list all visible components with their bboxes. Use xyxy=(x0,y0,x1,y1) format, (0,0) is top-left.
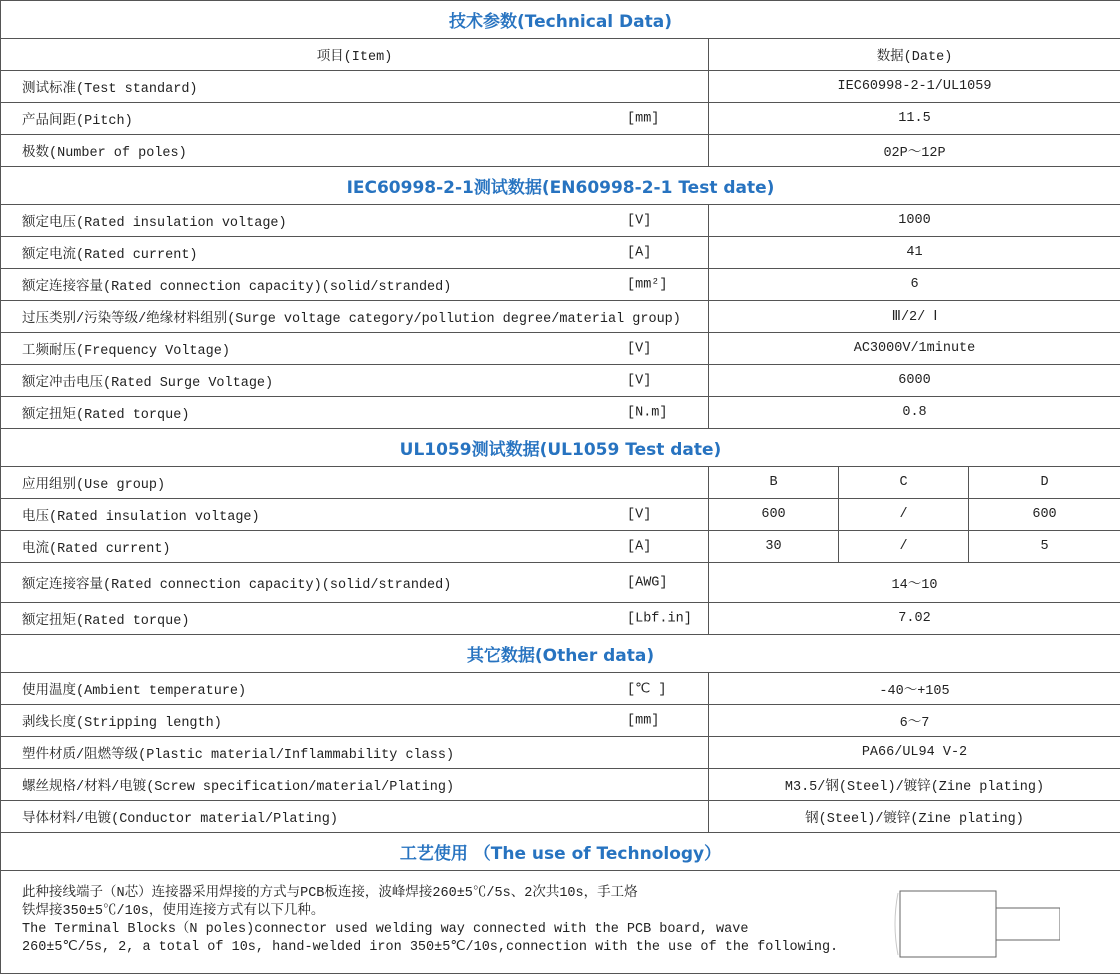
connector-diagram xyxy=(890,889,1060,959)
value-b: 30 xyxy=(709,531,839,563)
table-row xyxy=(1,397,1120,429)
row-value: 02P～12P xyxy=(709,135,1120,167)
row-label: 过压类别/污染等级/绝缘材料组别(Surge voltage category/pollution degree/material group) xyxy=(22,306,681,327)
section-title-iec: IEC60998-2-1测试数据(EN60998-2-1 Test date) xyxy=(1,167,1120,205)
section-title-ul: UL1059测试数据(UL1059 Test date) xyxy=(1,429,1120,467)
value-c: / xyxy=(839,531,969,563)
table-row xyxy=(1,801,1120,833)
row-label: 工频耐压(Frequency Voltage) xyxy=(22,338,230,359)
row-label: 额定扭矩(Rated torque) xyxy=(22,402,189,423)
row-value: AC3000V/1minute xyxy=(709,333,1120,365)
row-unit: [V] xyxy=(627,373,651,388)
table-row xyxy=(1,237,1120,269)
technology-note xyxy=(1,871,1120,974)
row-value: PA66/UL94 V-2 xyxy=(709,737,1120,769)
value-d: 5 xyxy=(969,531,1120,563)
row-label: 剥线长度(Stripping length) xyxy=(22,710,222,731)
row-label: 导体材料/电镀(Conductor material/Plating) xyxy=(22,806,338,827)
row-label: 额定连接容量(Rated connection capacity)(solid/stranded) xyxy=(22,572,451,593)
row-unit: [AWG] xyxy=(627,575,668,590)
row-label: 电流(Rated current) xyxy=(22,536,171,557)
table-row xyxy=(1,705,1120,737)
table-row xyxy=(1,135,1120,167)
technology-note-row xyxy=(1,871,1120,974)
row-label: 应用组别(Use group) xyxy=(22,472,165,493)
table-row xyxy=(1,769,1120,801)
table-row xyxy=(1,673,1120,705)
row-value: IEC60998-2-1/UL1059 xyxy=(709,71,1120,103)
table-row xyxy=(1,103,1120,135)
row-value: -40～+105 xyxy=(709,673,1120,705)
note-line: The Terminal Blocks（N poles)connector used welding way connected with the PCB board, wave xyxy=(22,921,1120,939)
table-row xyxy=(1,333,1120,365)
table-row xyxy=(1,531,1120,563)
row-unit: [V] xyxy=(627,341,651,356)
row-label: 使用温度(Ambient temperature) xyxy=(22,678,246,699)
row-value: M3.5/钢(Steel)/镀锌(Zine plating) xyxy=(709,769,1120,801)
table-row xyxy=(1,603,1120,635)
row-value: 6～7 xyxy=(709,705,1120,737)
section-title-other: 其它数据(Other data) xyxy=(1,635,1120,673)
row-unit: [mm] xyxy=(627,111,659,126)
row-unit: [A] xyxy=(627,539,651,554)
table-row xyxy=(1,365,1120,397)
table-header-row xyxy=(1,39,1120,71)
row-label: 额定冲击电压(Rated Surge Voltage) xyxy=(22,370,273,391)
value-d: 600 xyxy=(969,499,1120,531)
row-unit: [mm²] xyxy=(627,277,668,292)
row-value: 0.8 xyxy=(709,397,1120,429)
row-unit: [A] xyxy=(627,245,651,260)
row-label: 极数(Number of poles) xyxy=(22,140,187,161)
row-label: 螺丝规格/材料/电镀(Screw specification/material/Plating) xyxy=(22,774,454,795)
row-unit: [℃ ] xyxy=(627,680,666,697)
table-row xyxy=(1,269,1120,301)
row-label: 额定电压(Rated insulation voltage) xyxy=(22,210,287,231)
table-row xyxy=(1,499,1120,531)
row-label: 额定电流(Rated current) xyxy=(22,242,198,263)
note-line: 260±5℃/5s, 2, a total of 10s, hand-welded iron 350±5℃/10s,connection with the use of the following. xyxy=(22,939,1120,957)
header-item: 项目(Item) xyxy=(1,39,709,71)
row-value: 14～10 xyxy=(709,563,1120,603)
table-row xyxy=(1,563,1120,603)
row-label: 测试标准(Test standard) xyxy=(22,76,198,97)
group-b: B xyxy=(709,467,839,499)
value-c: / xyxy=(839,499,969,531)
row-value: 6000 xyxy=(709,365,1120,397)
table-row xyxy=(1,205,1120,237)
row-value: Ⅲ/2/ Ⅰ xyxy=(709,301,1120,333)
table-row xyxy=(1,71,1120,103)
note-line: 此种接线端子（N芯）连接器采用焊接的方式与PCB板连接，波峰焊接260±5℃/5s、2次共10s，手工烙 xyxy=(22,885,1120,903)
row-label: 电压(Rated insulation voltage) xyxy=(22,504,260,525)
row-value: 钢(Steel)/镀锌(Zine plating) xyxy=(709,801,1120,833)
value-b: 600 xyxy=(709,499,839,531)
row-label: 额定连接容量(Rated connection capacity)(solid/stranded) xyxy=(22,274,451,295)
row-label: 额定扭矩(Rated torque) xyxy=(22,608,189,629)
row-unit: [mm] xyxy=(627,713,659,728)
table-row xyxy=(1,301,1120,333)
row-unit: [V] xyxy=(627,213,651,228)
row-label: 产品间距(Pitch) xyxy=(22,108,133,129)
header-data: 数据(Date) xyxy=(709,39,1120,71)
row-value: 1000 xyxy=(709,205,1120,237)
table-row xyxy=(1,737,1120,769)
section-title-technology: 工艺使用 （The use of Technology） xyxy=(1,833,1120,871)
row-unit: [Lbf.in] xyxy=(627,611,692,626)
row-value: 41 xyxy=(709,237,1120,269)
table-row xyxy=(1,467,1120,499)
note-line: 铁焊接350±5℃/10s，使用连接方式有以下几种。 xyxy=(22,903,1120,921)
row-unit: [V] xyxy=(627,507,651,522)
row-value: 11.5 xyxy=(709,103,1120,135)
group-d: D xyxy=(969,467,1120,499)
row-value: 7.02 xyxy=(709,603,1120,635)
section-title-technical: 技术参数(Technical Data) xyxy=(1,1,1120,39)
group-c: C xyxy=(839,467,969,499)
row-label: 塑件材质/阻燃等级(Plastic material/Inflammability class) xyxy=(22,742,454,763)
row-value: 6 xyxy=(709,269,1120,301)
row-unit: [N.m] xyxy=(627,405,668,420)
